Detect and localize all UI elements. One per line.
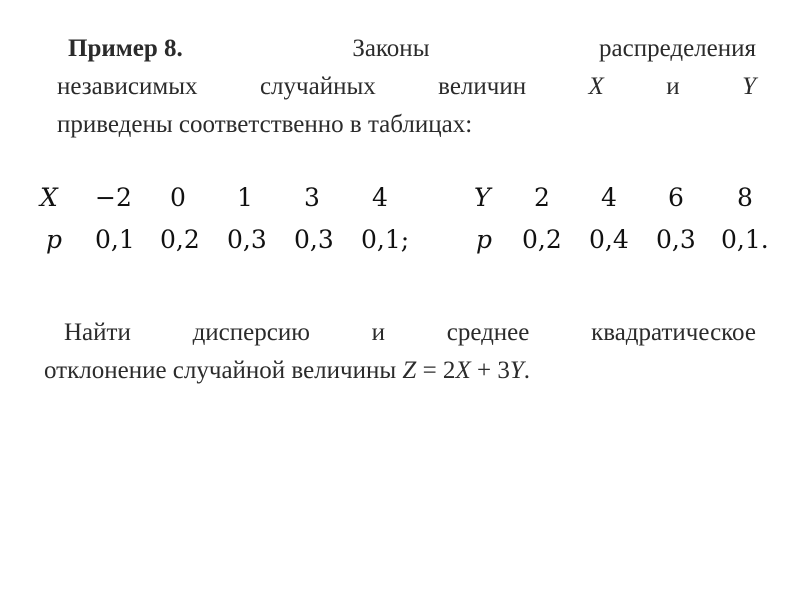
- table-y-prob: 0,4: [589, 225, 629, 254]
- intro-word: независимых: [57, 73, 198, 100]
- table-y-prob: 0,2: [522, 225, 562, 254]
- intro-word: случайных: [259, 73, 376, 100]
- table-x-prob: 0,3: [227, 225, 267, 254]
- table-x-value: 0: [170, 183, 186, 212]
- intro-line-3: приведены соответственно в таблицах:: [57, 111, 473, 138]
- variable-x-task: X: [455, 357, 471, 384]
- table-x-value: −2: [95, 183, 132, 212]
- intro-word: и: [666, 73, 680, 100]
- intro-paragraph: [68, 30, 756, 68]
- task-line-2: [44, 352, 530, 390]
- variable-x: X: [588, 73, 604, 100]
- table-x-value: 3: [304, 183, 320, 212]
- table-x-value: 4: [372, 183, 388, 212]
- table-x-prob: 0,1;: [361, 225, 410, 254]
- task-line-1: [64, 314, 756, 352]
- example-label: Пример 8.: [68, 35, 183, 62]
- table-y-prob: 0,3: [656, 225, 696, 254]
- intro-line-2-wrap: [57, 68, 756, 106]
- table-y-value: 2: [534, 183, 550, 212]
- task-line-1-wrap: [64, 314, 756, 352]
- task-line-2-prefix: отклонение случайной величины: [44, 357, 403, 384]
- table-x-prob: 0,3: [294, 225, 334, 254]
- variable-y-task: Y: [509, 357, 524, 384]
- task-word: квадратическое: [591, 319, 756, 346]
- table-y-prob: 0,1.: [721, 225, 769, 254]
- table-y-var-label: Y: [474, 183, 491, 212]
- variable-z: Z: [402, 357, 417, 384]
- intro-line-1: [68, 30, 756, 68]
- task-word: дисперсию: [192, 319, 310, 346]
- table-x-prob: 0,2: [160, 225, 200, 254]
- intro-line-3-wrap: [57, 106, 472, 144]
- task-word: Найти: [64, 319, 131, 346]
- intro-word: величин: [438, 73, 527, 100]
- intro-word: распределения: [599, 35, 756, 62]
- table-x-value: 1: [237, 183, 253, 212]
- table-y-value: 4: [601, 183, 617, 212]
- table-x-prob: 0,1: [95, 225, 135, 254]
- period: .: [523, 357, 530, 384]
- task-line-2-wrap: [44, 352, 530, 390]
- table-x-var-label: X: [40, 183, 58, 212]
- table-y-value: 6: [668, 183, 684, 212]
- task-word: и: [371, 319, 385, 346]
- table-x-prob-label: p: [46, 225, 63, 254]
- task-word: среднее: [446, 319, 530, 346]
- table-y-prob-label: p: [476, 225, 493, 254]
- intro-line-2: [57, 68, 756, 106]
- variable-y: Y: [742, 73, 756, 100]
- intro-word: Законы: [352, 35, 430, 62]
- equals-part: = 2: [416, 357, 456, 384]
- table-y-value: 8: [737, 183, 753, 212]
- plus-part: + 3: [470, 357, 510, 384]
